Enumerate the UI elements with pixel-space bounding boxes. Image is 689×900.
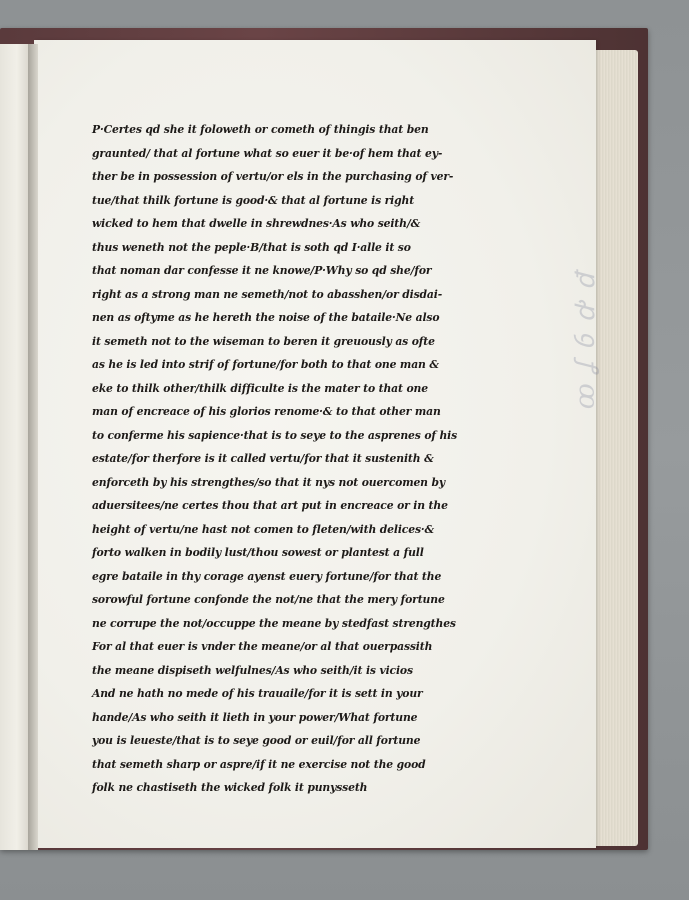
text-line: you is leueste/that is to seye good or euil/for all fortune: [92, 733, 421, 747]
text-line: egre bataile in thy corage ayenst euery fortune/for that the: [92, 568, 442, 583]
text-line: tue/that thilk fortune is good·& that al fortune is right: [92, 192, 415, 207]
text-line: P·Certes qd she it foloweth or cometh of thingis that ben: [92, 122, 429, 136]
text-line: ther be in possession of vertu/or els in the purchasing of ver-: [92, 169, 454, 183]
blackletter-text-block: [92, 118, 458, 800]
show-through-ink: ꝑ ꝓ ꝯ ꝭ ꝏ: [573, 270, 603, 412]
text-line: aduersitees/ne certes thou that art put in encreace or in the: [92, 498, 448, 512]
text-line: wicked to hem that dwelle in shrewdnes·As who seith/&: [92, 216, 421, 230]
text-line: man of encreace of his glorios renome·& to that other man: [92, 404, 441, 418]
text-line: that noman dar confesse it ne knowe/P·Why so qd she/for: [92, 263, 432, 277]
text-line: right as a strong man ne semeth/not to abasshen/or disdai-: [92, 286, 443, 301]
text-line: ne corrupe the not/occuppe the meane by stedfast strengthes: [92, 615, 456, 630]
text-line: hande/As who seith it lieth in your power/What fortune: [92, 709, 418, 724]
text-line: enforceth by his strengthes/so that it nys not ouercomen by: [92, 474, 446, 489]
text-line: estate/for therfore is it called vertu/for that it sustenith &: [92, 451, 434, 465]
text-line: And ne hath no mede of his trauaile/for it is sett in your: [92, 686, 423, 700]
text-line: that semeth sharp or aspre/if it ne exercise not the good: [92, 756, 426, 771]
text-line: to conferme his sapience·that is to seye to the asprenes of his: [92, 427, 458, 442]
text-line: height of vertu/ne hast not comen to fleten/with delices·&: [92, 521, 435, 536]
text-line: For al that euer is vnder the meane/or al that ouerpassith: [92, 639, 433, 653]
text-line: as he is led into strif of fortune/for both to that one man &: [92, 357, 439, 371]
text-line: it semeth not to the wiseman to beren it greuously as ofte: [92, 333, 435, 348]
text-line: folk ne chastiseth the wicked folk it punysseth: [92, 780, 368, 794]
book-gutter: [28, 44, 38, 850]
text-line: graunted/ that al fortune what so euer it be·of hem that ey-: [92, 145, 443, 160]
text-line: nen as oftyme as he hereth the noise of the bataile·Ne also: [92, 310, 440, 324]
left-page-edge: [0, 44, 29, 850]
text-line: forto walken in bodily lust/thou sowest or plantest a full: [92, 545, 424, 559]
text-line: thus weneth not the peple·B/that is soth qd I·alle it so: [92, 239, 411, 254]
text-line: eke to thilk other/thilk difficulte is the mater to that one: [92, 380, 428, 395]
text-line: the meane dispiseth welfulnes/As who seith/it is vicios: [92, 662, 413, 677]
text-line: sorowful fortune confonde the not/ne that the mery fortune: [92, 592, 445, 606]
